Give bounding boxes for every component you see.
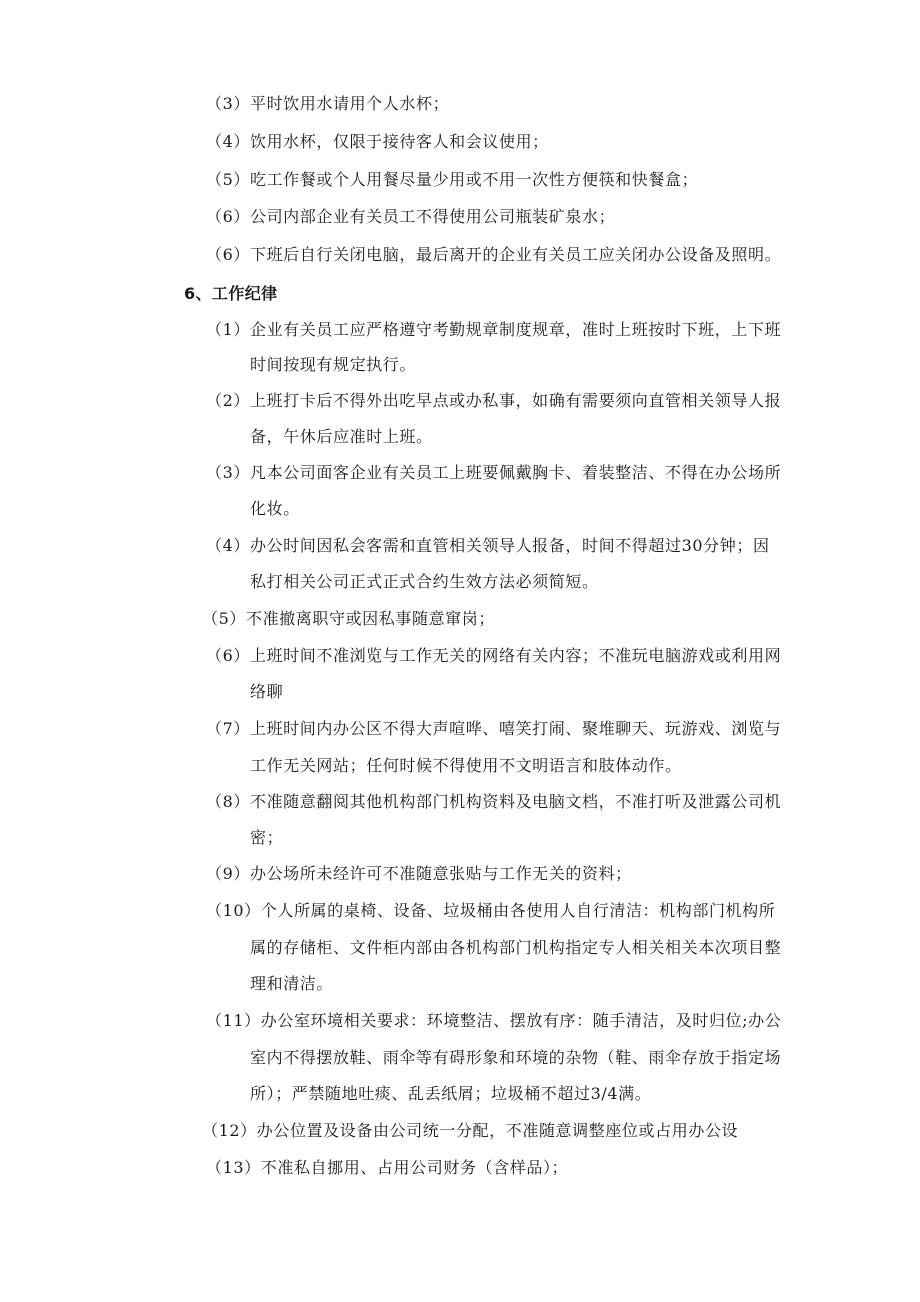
- list-item: （6）公司内部企业有关员工不得使用公司瓶装矿泉水；: [206, 207, 616, 226]
- rule-item-continuation: 密；: [250, 828, 284, 847]
- rule-item: （7）上班时间内办公区不得大声喧哗、嘻笑打闹、聚堆聊天、玩游戏、浏览与: [206, 719, 782, 738]
- rule-item-continuation: 私打相关公司正式正式合约生效方法必须简短。: [250, 572, 599, 591]
- rule-item: （5）不准撤离职守或因私事随意窜岗；: [202, 609, 495, 628]
- rule-item-continuation: 络聊: [250, 682, 284, 701]
- rule-item-continuation: 室内不得摆放鞋、雨伞等有碍形象和环境的杂物（鞋、雨伞存放于指定场: [250, 1048, 782, 1067]
- list-item: （4）饮用水杯，仅限于接待客人和会议使用；: [206, 132, 549, 151]
- rule-item: （13）不准私自挪用、占用公司财务（含样品）；: [206, 1158, 569, 1177]
- rule-item: （2）上班打卡后不得外出吃早点或办私事，如确有需要须向直管相关领导人报: [206, 391, 782, 410]
- section-heading: 6、工作纪律: [184, 284, 278, 303]
- rule-item-continuation: 所）；严禁随地吐痰、乱丢纸屑；垃圾桶不超过3/4满。: [250, 1084, 652, 1103]
- rule-item: （11）办公室环境相关要求：环境整洁、摆放有序：随手清洁，及时归位;办公: [206, 1011, 782, 1030]
- list-item: （5）吃工作餐或个人用餐尽量少用或不用一次性方便筷和快餐盒；: [206, 170, 699, 189]
- rule-item-continuation: 理和清洁。: [250, 974, 334, 993]
- rule-item-continuation: 工作无关网站；任何时候不得使用不文明语言和肢体动作。: [250, 756, 682, 775]
- rule-item-continuation: 备，午休后应准时上班。: [250, 427, 433, 446]
- rule-item: （3）凡本公司面客企业有关员工上班要佩戴胸卡、着装整洁、不得在办公场所: [206, 463, 782, 482]
- rule-item: （10）个人所属的桌椅、设备、垃圾桶由各使用人自行清洁：机构部门机构所: [206, 901, 776, 920]
- rule-item: （4）办公时间因私会客需和直管相关领导人报备，时间不得超过30分钟；因: [206, 536, 770, 555]
- rule-item-continuation: 化妆。: [250, 499, 300, 518]
- rule-item: （1）企业有关员工应严格遵守考勤规章制度规章，准时上班按时下班，上下班: [206, 320, 782, 339]
- list-item: （6）下班后自行关闭电脑，最后离开的企业有关员工应关闭办公设备及照明。: [206, 245, 782, 264]
- rule-item: （9）办公场所未经许可不准随意张贴与工作无关的资料；: [206, 864, 632, 883]
- list-item: （3）平时饮用水请用个人水杯；: [206, 94, 450, 113]
- rule-item: （12）办公位置及设备由公司统一分配，不准随意调整座位或占用办公设: [202, 1121, 739, 1140]
- rule-item-continuation: 属的存储柜、文件柜内部由各机构部门机构指定专人相关相关本次项目整: [250, 938, 782, 957]
- rule-item: （6）上班时间不准浏览与工作无关的网络有关内容；不准玩电脑游戏或利用网: [206, 646, 782, 665]
- rule-item: （8）不准随意翻阅其他机构部门机构资料及电脑文档，不准打听及泄露公司机: [206, 792, 782, 811]
- rule-item-continuation: 时间按现有规定执行。: [250, 355, 417, 374]
